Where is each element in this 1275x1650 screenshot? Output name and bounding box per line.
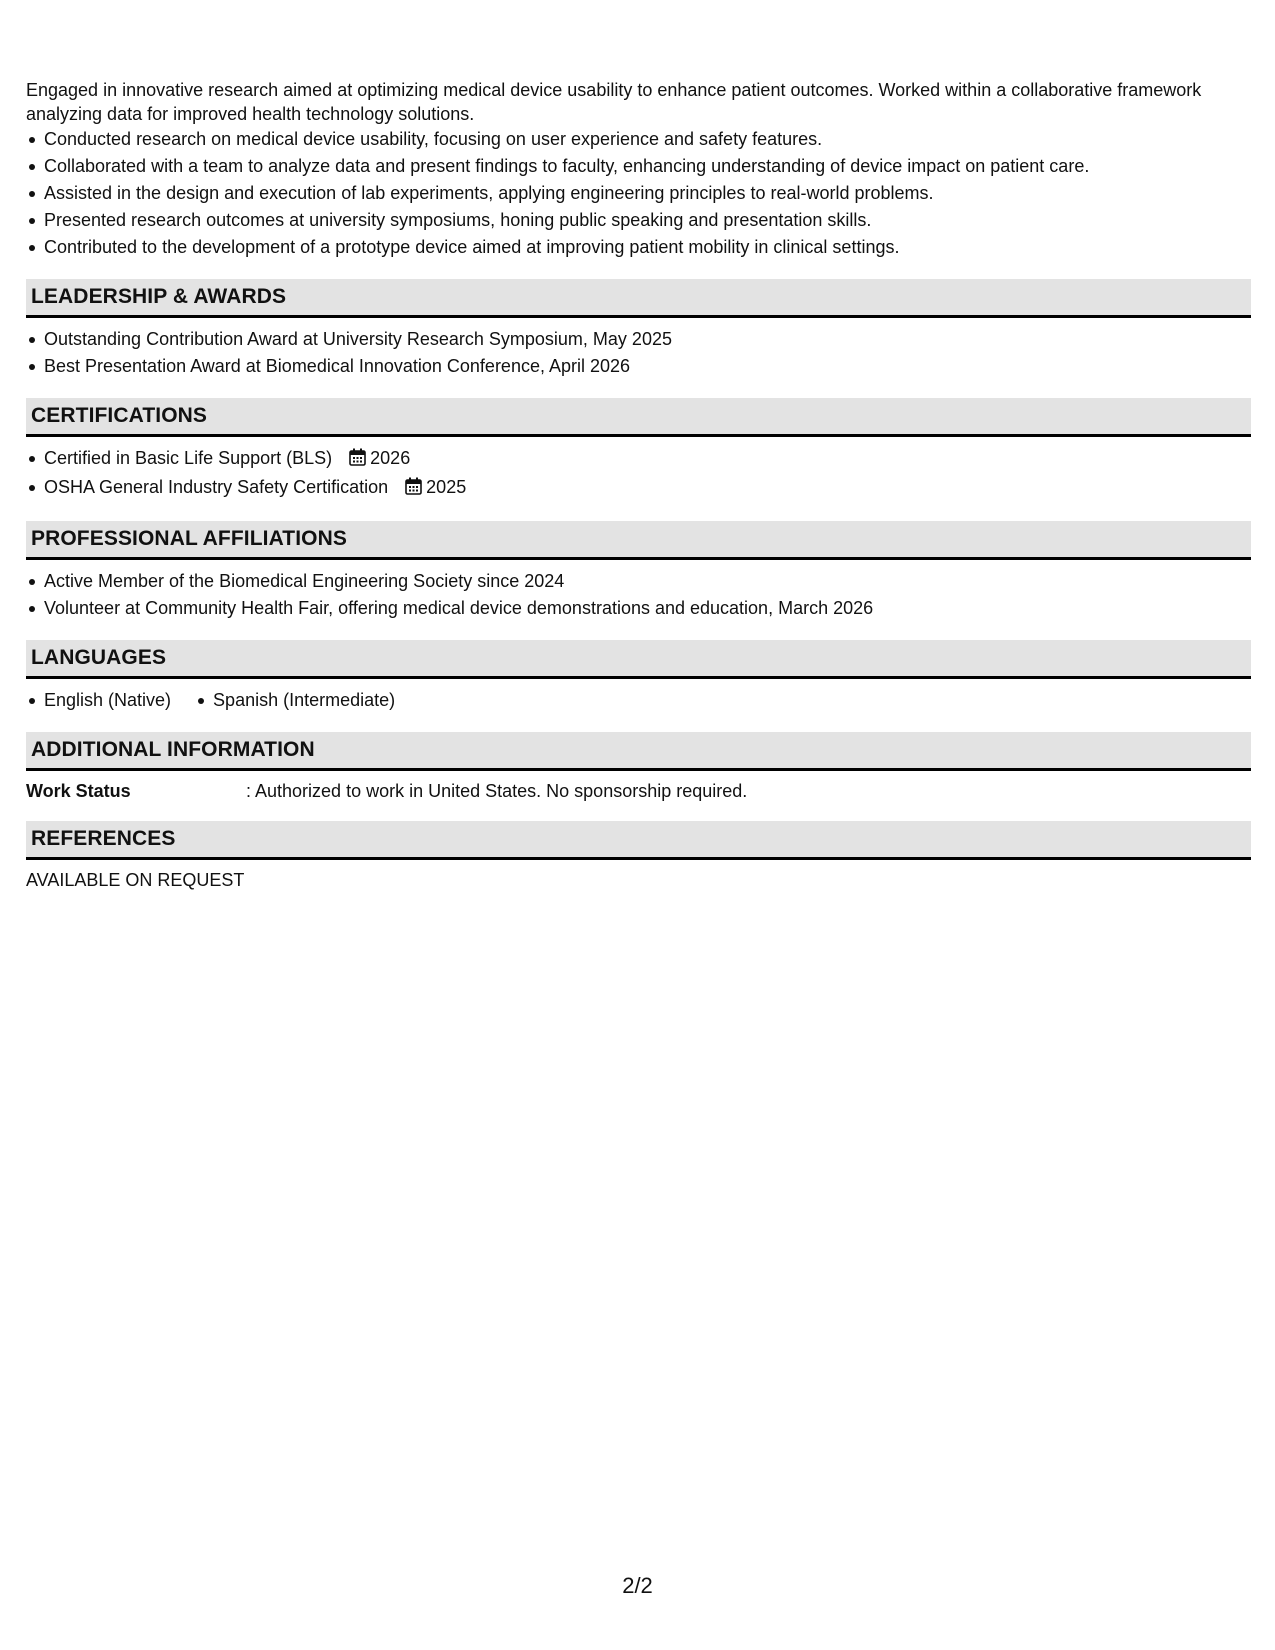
affiliation-item: Volunteer at Community Health Fair, offering medical device demonstrations and education, March 2026 — [44, 595, 1251, 622]
work-status-value: : Authorized to work in United States. No sponsorship required. — [246, 781, 748, 801]
section-title-languages: LANGUAGES — [26, 640, 1251, 679]
language-item: Spanish (Intermediate) — [213, 687, 395, 714]
experience-bullets — [26, 126, 1251, 261]
section-title-leadership: LEADERSHIP & AWARDS — [26, 279, 1251, 318]
leadership-list — [26, 326, 1251, 380]
page-number: 2/2 — [622, 1573, 653, 1598]
section-title-affiliations: PROFESSIONAL AFFILIATIONS — [26, 521, 1251, 560]
award-item: Outstanding Contribution Award at University Research Symposium, May 2025 — [44, 326, 1251, 353]
certification-item — [44, 445, 1251, 474]
languages-section — [26, 640, 1251, 714]
section-title-references: REFERENCES — [26, 821, 1251, 860]
leadership-section — [26, 279, 1251, 380]
experience-bullet: Assisted in the design and execution of lab experiments, applying engineering principles to real-world problems. — [44, 180, 1251, 207]
award-item: Best Presentation Award at Biomedical Innovation Conference, April 2026 — [44, 353, 1251, 380]
work-status-label: Work Status — [26, 781, 131, 801]
section-title-additional: ADDITIONAL INFORMATION — [26, 732, 1251, 771]
experience-bullet: Collaborated with a team to analyze data and present findings to faculty, enhancing understanding of device impact on patient care. — [44, 153, 1251, 180]
experience-summary: Engaged in innovative research aimed at optimizing medical device usability to enhance patient outcomes. Worked within a collaborative framework analyzing data for improved health technology solutions. — [26, 80, 1202, 124]
calendar-icon — [405, 476, 422, 503]
certifications-list — [26, 445, 1251, 503]
certification-name: Certified in Basic Life Support (BLS) — [44, 448, 333, 468]
experience-bullet: Presented research outcomes at university symposiums, honing public speaking and presentation skills. — [44, 207, 1251, 234]
certification-year: 2026 — [370, 448, 411, 468]
additional-section — [26, 732, 1251, 803]
experience-bullet: Conducted research on medical device usability, focusing on user experience and safety features. — [44, 126, 1251, 153]
references-section — [26, 821, 1251, 892]
certification-item — [44, 474, 1251, 503]
resume-page — [26, 78, 1251, 892]
experience-bullet: Contributed to the development of a prototype device aimed at improving patient mobility in clinical settings. — [44, 234, 1251, 261]
certifications-section — [26, 398, 1251, 503]
languages-list — [26, 687, 1251, 714]
references-text: AVAILABLE ON REQUEST — [26, 870, 245, 890]
affiliations-section — [26, 521, 1251, 622]
affiliations-list — [26, 568, 1251, 622]
language-item: English (Native) — [44, 687, 171, 714]
certification-year: 2025 — [426, 477, 467, 497]
affiliation-item: Active Member of the Biomedical Engineering Society since 2024 — [44, 568, 1251, 595]
calendar-icon — [349, 447, 366, 474]
section-title-certifications: CERTIFICATIONS — [26, 398, 1251, 437]
certification-name: OSHA General Industry Safety Certification — [44, 477, 389, 497]
work-status-row — [26, 779, 1251, 803]
